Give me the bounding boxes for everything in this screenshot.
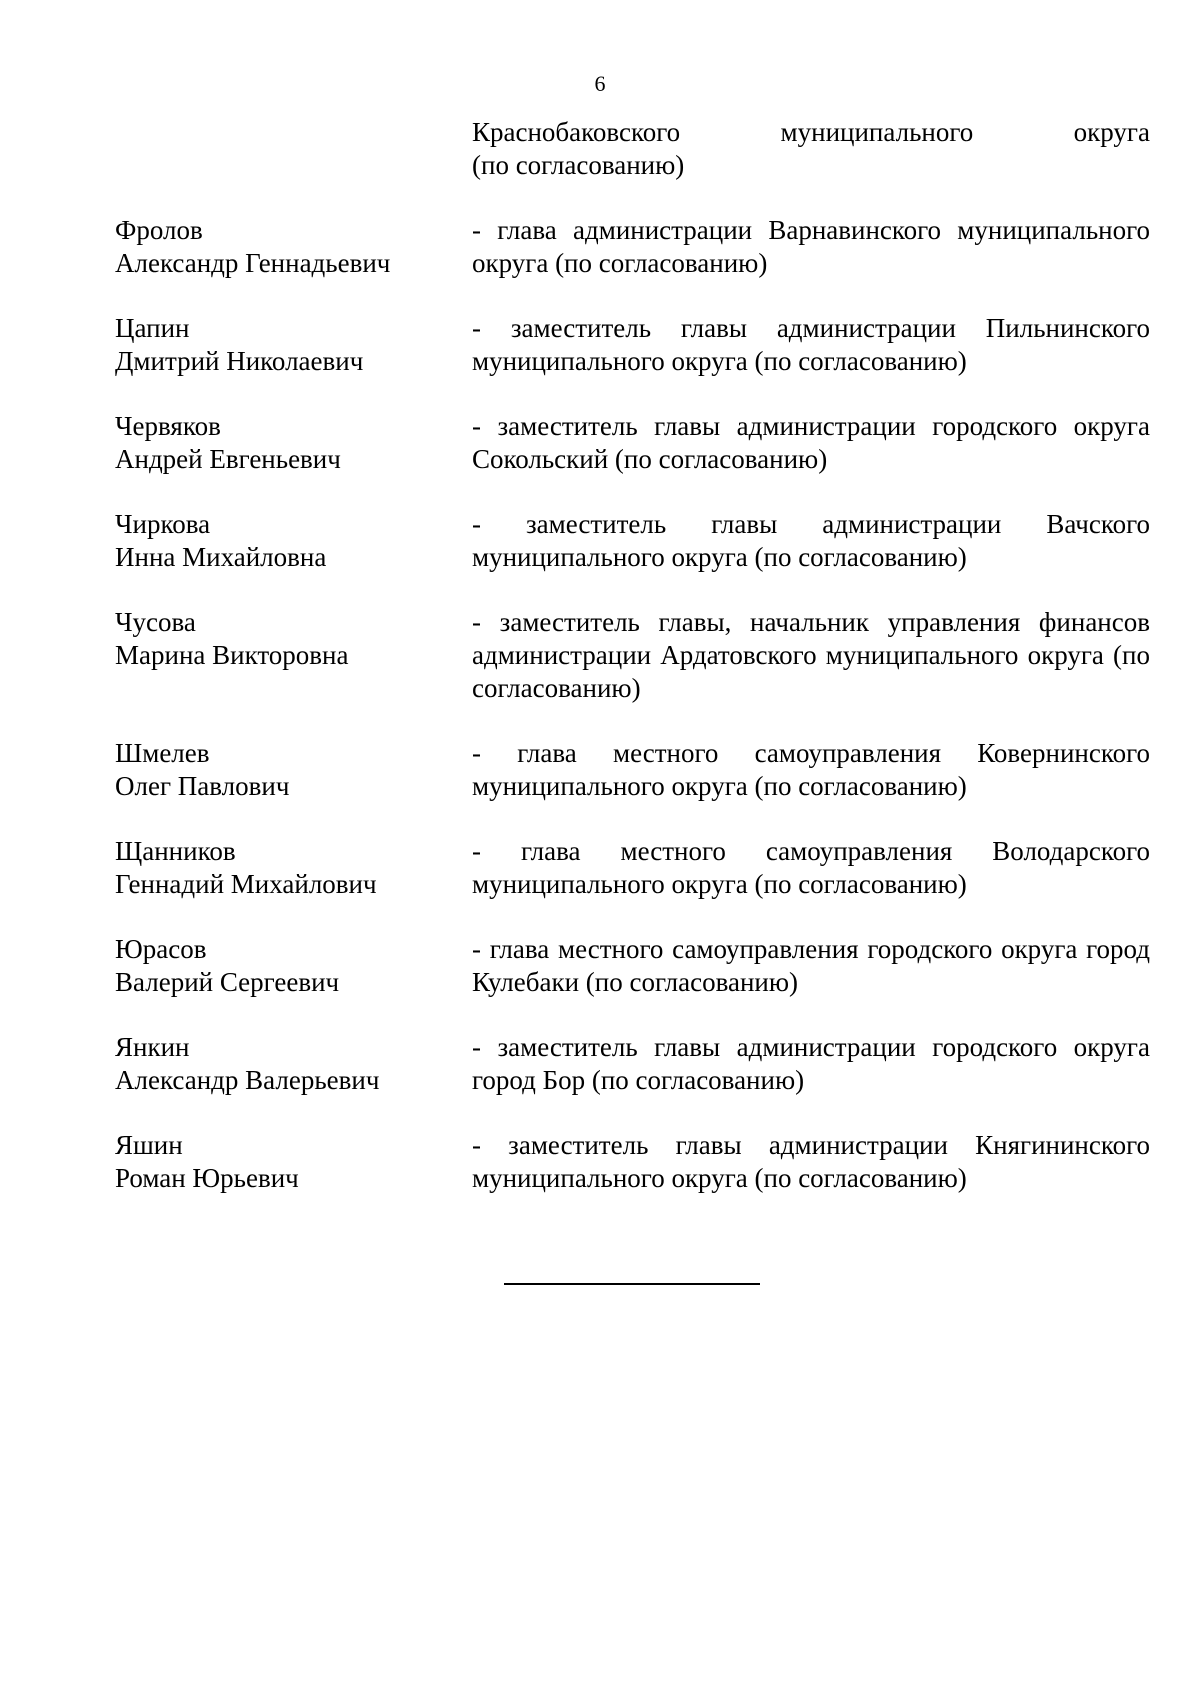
member-entry	[115, 214, 1150, 280]
member-surname: Шмелев	[115, 738, 210, 768]
member-entry	[115, 835, 1150, 901]
member-surname: Цапин	[115, 313, 190, 343]
member-entry	[115, 606, 1150, 705]
member-entry	[115, 737, 1150, 803]
member-name	[115, 835, 472, 901]
member-name	[115, 933, 472, 999]
member-surname: Юрасов	[115, 934, 207, 964]
continued-role-line-2: (по согласованию)	[472, 150, 685, 180]
member-surname: Чусова	[115, 607, 196, 637]
member-entry	[115, 508, 1150, 574]
member-given-names: Роман Юрьевич	[115, 1163, 299, 1193]
member-name	[115, 410, 472, 476]
member-name	[115, 508, 472, 574]
member-role: - глава местного самоуправления Володарского муниципального округа (по согласованию)	[472, 836, 1150, 899]
member-given-names: Александр Валерьевич	[115, 1065, 380, 1095]
member-given-names: Олег Павлович	[115, 771, 290, 801]
member-entry	[115, 410, 1150, 476]
end-of-list-rule	[504, 1283, 760, 1285]
member-surname: Щанников	[115, 836, 236, 866]
member-role: - глава местного самоуправления Ковернинского муниципального округа (по согласованию)	[472, 738, 1150, 801]
member-name	[115, 1031, 472, 1097]
member-given-names: Марина Викторовна	[115, 640, 349, 670]
members-list	[115, 214, 1150, 1227]
member-given-names: Андрей Евгеньевич	[115, 444, 341, 474]
member-given-names: Валерий Сергеевич	[115, 967, 340, 997]
member-role: - глава местного самоуправления городского округа город Кулебаки (по согласованию)	[472, 934, 1150, 997]
member-entry	[115, 1031, 1150, 1097]
continued-role-line-1: Краснобаковского муниципального округа	[472, 117, 1150, 147]
page-number: 6	[594, 71, 606, 96]
member-name	[115, 737, 472, 803]
member-role: - заместитель главы, начальник управления финансов администрации Ардатовского муниципального округа (по согласованию)	[472, 607, 1150, 703]
member-name	[115, 1129, 472, 1195]
member-given-names: Инна Михайловна	[115, 542, 327, 572]
member-surname: Янкин	[115, 1032, 190, 1062]
continued-role-text	[472, 116, 1150, 182]
member-role: - заместитель главы администрации городского округа город Бор (по согласованию)	[472, 1032, 1150, 1095]
member-role: - заместитель главы администрации городского округа Сокольский (по согласованию)	[472, 411, 1150, 474]
member-given-names: Геннадий Михайлович	[115, 869, 377, 899]
member-role: - заместитель главы администрации Княгининского муниципального округа (по согласованию)	[472, 1130, 1150, 1193]
member-name	[115, 214, 472, 280]
member-surname: Яшин	[115, 1130, 183, 1160]
member-surname: Червяков	[115, 411, 221, 441]
member-role: - заместитель главы администрации Пильнинского муниципального округа (по согласованию)	[472, 313, 1150, 376]
member-entry	[115, 933, 1150, 999]
member-surname: Фролов	[115, 215, 203, 245]
member-role: - заместитель главы администрации Вачского муниципального округа (по согласованию)	[472, 509, 1150, 572]
member-name	[115, 606, 472, 705]
member-given-names: Александр Геннадьевич	[115, 248, 391, 278]
member-entry	[115, 312, 1150, 378]
member-surname: Чиркова	[115, 509, 211, 539]
member-entry	[115, 1129, 1150, 1195]
member-role: - глава администрации Варнавинского муниципального округа (по согласованию)	[472, 215, 1150, 278]
member-given-names: Дмитрий Николаевич	[115, 346, 364, 376]
member-name	[115, 312, 472, 378]
